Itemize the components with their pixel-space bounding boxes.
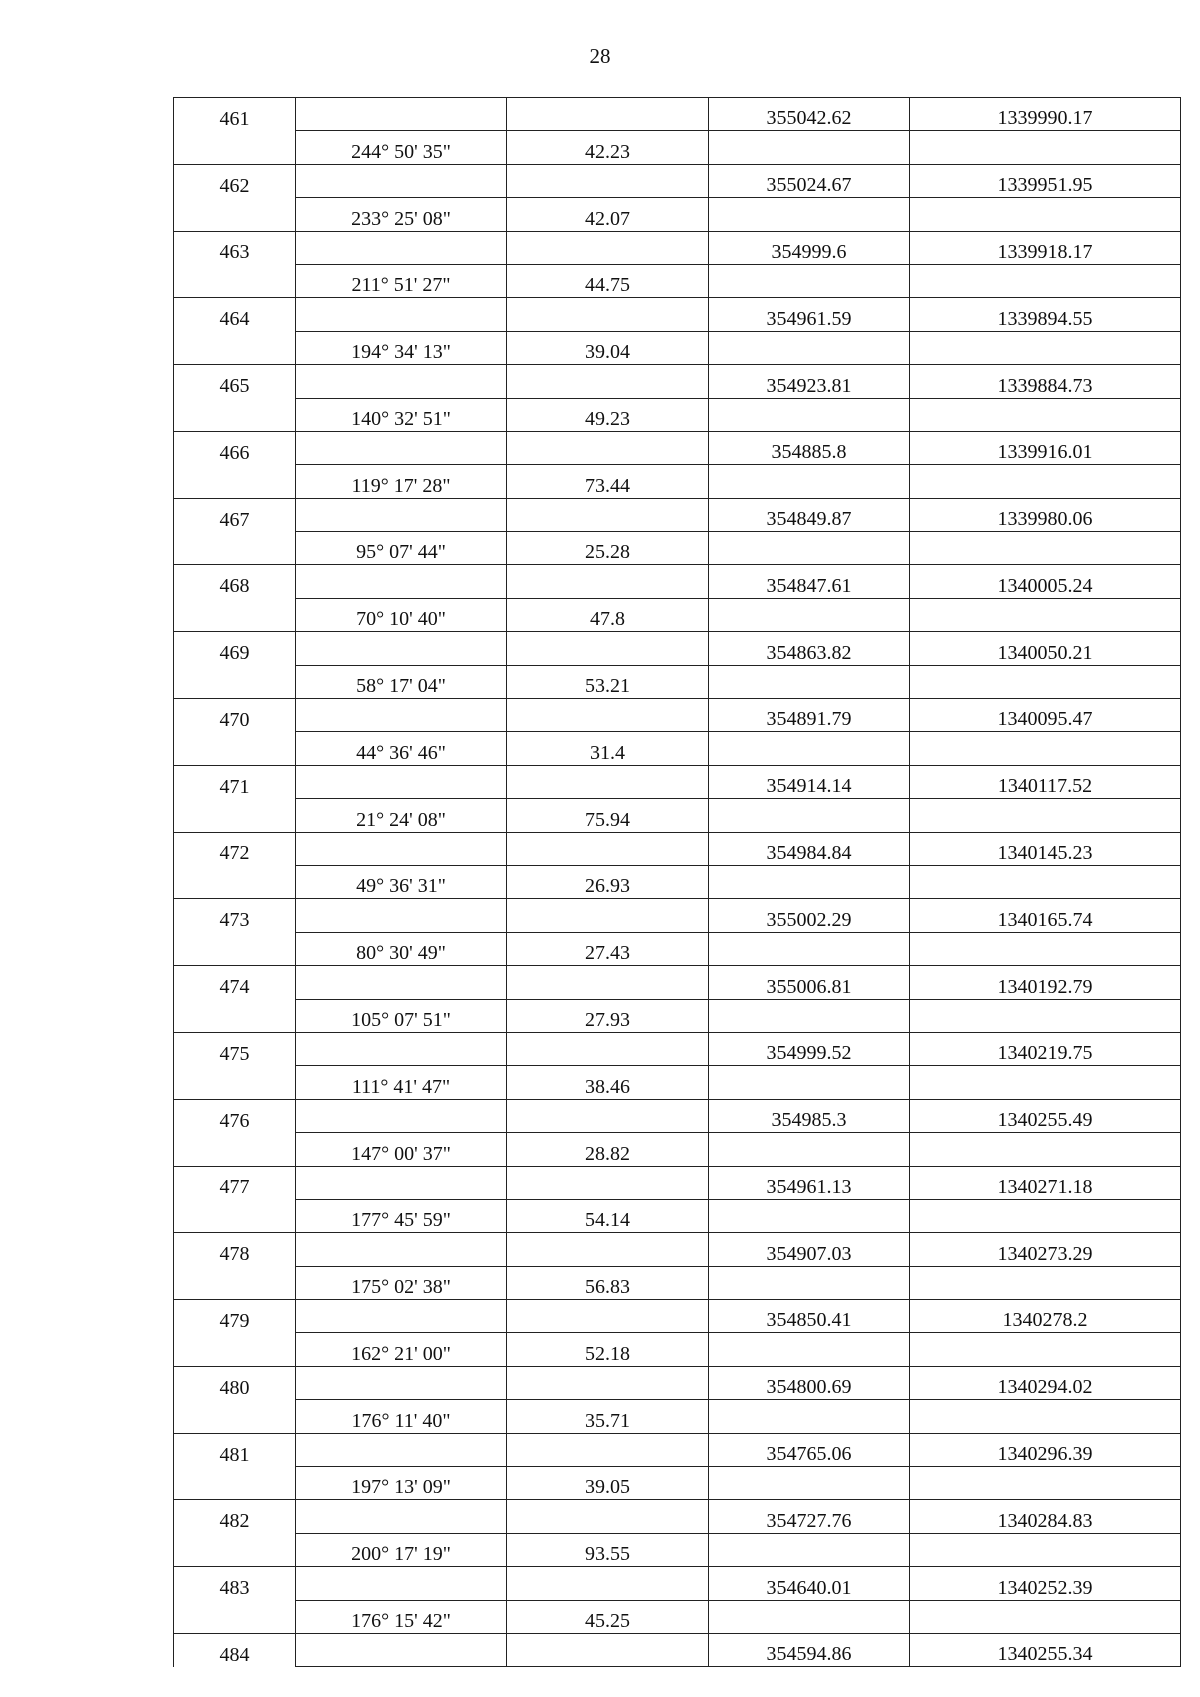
distance-cell: 35.71 xyxy=(507,1400,709,1433)
table-row xyxy=(174,1366,1181,1399)
table-row xyxy=(174,1099,1181,1132)
empty-cell xyxy=(910,1533,1181,1566)
x-coordinate-cell: 354849.87 xyxy=(709,498,910,531)
empty-cell xyxy=(709,1533,910,1566)
table-row xyxy=(174,1133,1181,1166)
y-coordinate-cell: 1339884.73 xyxy=(910,365,1181,398)
x-coordinate-cell: 354914.14 xyxy=(709,765,910,798)
empty-cell xyxy=(296,1233,507,1266)
empty-cell xyxy=(910,264,1181,297)
empty-cell xyxy=(174,732,296,765)
table-row xyxy=(174,1199,1181,1232)
empty-cell xyxy=(174,264,296,297)
y-coordinate-cell: 1339980.06 xyxy=(910,498,1181,531)
distance-cell: 26.93 xyxy=(507,865,709,898)
table-row xyxy=(174,365,1181,398)
empty-cell xyxy=(174,1133,296,1166)
x-coordinate-cell: 354984.84 xyxy=(709,832,910,865)
bearing-cell: 95° 07' 44" xyxy=(296,532,507,565)
bearing-cell: 177° 45' 59" xyxy=(296,1199,507,1232)
distance-cell: 93.55 xyxy=(507,1533,709,1566)
y-coordinate-cell: 1340005.24 xyxy=(910,565,1181,598)
bearing-cell: 105° 07' 51" xyxy=(296,999,507,1032)
x-coordinate-cell: 354923.81 xyxy=(709,365,910,398)
empty-cell xyxy=(910,799,1181,832)
empty-cell xyxy=(709,1199,910,1232)
x-coordinate-cell: 354961.13 xyxy=(709,1166,910,1199)
bearing-cell: 49° 36' 31" xyxy=(296,865,507,898)
empty-cell xyxy=(709,732,910,765)
empty-cell xyxy=(507,298,709,331)
empty-cell xyxy=(174,1066,296,1099)
empty-cell xyxy=(507,699,709,732)
empty-cell xyxy=(296,164,507,197)
empty-cell xyxy=(507,1366,709,1399)
distance-cell: 73.44 xyxy=(507,465,709,498)
y-coordinate-cell: 1340273.29 xyxy=(910,1233,1181,1266)
empty-cell xyxy=(296,1166,507,1199)
table-row xyxy=(174,966,1181,999)
point-number-cell: 469 xyxy=(174,632,296,665)
x-coordinate-cell: 354800.69 xyxy=(709,1366,910,1399)
empty-cell xyxy=(910,1133,1181,1166)
empty-cell xyxy=(910,198,1181,231)
empty-cell xyxy=(709,532,910,565)
empty-cell xyxy=(910,665,1181,698)
empty-cell xyxy=(507,565,709,598)
distance-cell: 39.04 xyxy=(507,331,709,364)
empty-cell xyxy=(174,1533,296,1566)
bearing-cell: 194° 34' 13" xyxy=(296,331,507,364)
point-number-cell: 481 xyxy=(174,1433,296,1466)
table-row xyxy=(174,131,1181,164)
empty-cell xyxy=(507,1300,709,1333)
empty-cell xyxy=(296,765,507,798)
point-number-cell: 463 xyxy=(174,231,296,264)
empty-cell xyxy=(296,1433,507,1466)
empty-cell xyxy=(296,431,507,464)
table-row xyxy=(174,264,1181,297)
empty-cell xyxy=(709,932,910,965)
y-coordinate-cell: 1340050.21 xyxy=(910,632,1181,665)
empty-cell xyxy=(709,1133,910,1166)
empty-cell xyxy=(296,98,507,131)
table-row xyxy=(174,932,1181,965)
bearing-cell: 70° 10' 40" xyxy=(296,598,507,631)
empty-cell xyxy=(174,1333,296,1366)
bearing-cell: 197° 13' 09" xyxy=(296,1467,507,1500)
empty-cell xyxy=(507,765,709,798)
y-coordinate-cell: 1339894.55 xyxy=(910,298,1181,331)
distance-cell: 38.46 xyxy=(507,1066,709,1099)
x-coordinate-cell: 354863.82 xyxy=(709,632,910,665)
empty-cell xyxy=(709,198,910,231)
empty-cell xyxy=(507,365,709,398)
table-row xyxy=(174,298,1181,331)
point-number-cell: 464 xyxy=(174,298,296,331)
bearing-cell: 111° 41' 47" xyxy=(296,1066,507,1099)
table-row xyxy=(174,1500,1181,1533)
point-number-cell: 465 xyxy=(174,365,296,398)
empty-cell xyxy=(709,598,910,631)
y-coordinate-cell: 1340294.02 xyxy=(910,1366,1181,1399)
empty-cell xyxy=(174,398,296,431)
distance-cell: 42.23 xyxy=(507,131,709,164)
empty-cell xyxy=(910,1333,1181,1366)
bearing-cell: 244° 50' 35" xyxy=(296,131,507,164)
table-row xyxy=(174,999,1181,1032)
empty-cell xyxy=(910,1467,1181,1500)
empty-cell xyxy=(507,966,709,999)
table-row xyxy=(174,98,1181,131)
empty-cell xyxy=(174,131,296,164)
table-row xyxy=(174,799,1181,832)
y-coordinate-cell: 1340255.34 xyxy=(910,1633,1181,1666)
bearing-cell: 176° 15' 42" xyxy=(296,1600,507,1633)
y-coordinate-cell: 1339918.17 xyxy=(910,231,1181,264)
distance-cell: 54.14 xyxy=(507,1199,709,1232)
table-row xyxy=(174,1567,1181,1600)
empty-cell xyxy=(507,1099,709,1132)
page-number: 28 xyxy=(589,44,611,68)
empty-cell xyxy=(296,832,507,865)
point-number-cell: 479 xyxy=(174,1300,296,1333)
y-coordinate-cell: 1340271.18 xyxy=(910,1166,1181,1199)
empty-cell xyxy=(507,1433,709,1466)
empty-cell xyxy=(709,1400,910,1433)
point-number-cell: 468 xyxy=(174,565,296,598)
empty-cell xyxy=(174,465,296,498)
point-number-cell: 480 xyxy=(174,1366,296,1399)
y-coordinate-cell: 1340255.49 xyxy=(910,1099,1181,1132)
distance-cell: 28.82 xyxy=(507,1133,709,1166)
y-coordinate-cell: 1340117.52 xyxy=(910,765,1181,798)
y-coordinate-cell: 1340192.79 xyxy=(910,966,1181,999)
point-number-cell: 478 xyxy=(174,1233,296,1266)
x-coordinate-cell: 354999.6 xyxy=(709,231,910,264)
empty-cell xyxy=(709,1600,910,1633)
empty-cell xyxy=(507,231,709,264)
table-row xyxy=(174,899,1181,932)
distance-cell: 42.07 xyxy=(507,198,709,231)
empty-cell xyxy=(709,999,910,1032)
distance-cell: 27.43 xyxy=(507,932,709,965)
table-row xyxy=(174,498,1181,531)
bearing-cell: 211° 51' 27" xyxy=(296,264,507,297)
empty-cell xyxy=(507,431,709,464)
empty-cell xyxy=(910,465,1181,498)
empty-cell xyxy=(507,1233,709,1266)
empty-cell xyxy=(507,832,709,865)
point-number-cell: 476 xyxy=(174,1099,296,1132)
table-row xyxy=(174,398,1181,431)
empty-cell xyxy=(709,865,910,898)
empty-cell xyxy=(296,1633,507,1666)
table-row xyxy=(174,832,1181,865)
point-number-cell: 462 xyxy=(174,164,296,197)
table-row xyxy=(174,1467,1181,1500)
x-coordinate-cell: 354907.03 xyxy=(709,1233,910,1266)
y-coordinate-cell: 1340165.74 xyxy=(910,899,1181,932)
empty-cell xyxy=(174,665,296,698)
distance-cell: 25.28 xyxy=(507,532,709,565)
empty-cell xyxy=(174,598,296,631)
bearing-cell: 175° 02' 38" xyxy=(296,1266,507,1299)
point-number-cell: 461 xyxy=(174,98,296,131)
x-coordinate-cell: 354847.61 xyxy=(709,565,910,598)
y-coordinate-cell: 1340296.39 xyxy=(910,1433,1181,1466)
empty-cell xyxy=(910,865,1181,898)
y-coordinate-cell: 1339990.17 xyxy=(910,98,1181,131)
empty-cell xyxy=(296,231,507,264)
empty-cell xyxy=(507,1633,709,1666)
empty-cell xyxy=(174,532,296,565)
empty-cell xyxy=(910,732,1181,765)
table-row xyxy=(174,532,1181,565)
table-row xyxy=(174,598,1181,631)
empty-cell xyxy=(709,1066,910,1099)
empty-cell xyxy=(910,999,1181,1032)
x-coordinate-cell: 354727.76 xyxy=(709,1500,910,1533)
x-coordinate-cell: 354999.52 xyxy=(709,1032,910,1065)
empty-cell xyxy=(296,699,507,732)
distance-cell: 75.94 xyxy=(507,799,709,832)
empty-cell xyxy=(296,1366,507,1399)
empty-cell xyxy=(174,799,296,832)
empty-cell xyxy=(910,331,1181,364)
point-number-cell: 475 xyxy=(174,1032,296,1065)
table-row xyxy=(174,1400,1181,1433)
table-row xyxy=(174,198,1181,231)
x-coordinate-cell: 355024.67 xyxy=(709,164,910,197)
empty-cell xyxy=(709,331,910,364)
point-number-cell: 467 xyxy=(174,498,296,531)
point-number-cell: 483 xyxy=(174,1567,296,1600)
table-row xyxy=(174,565,1181,598)
empty-cell xyxy=(296,365,507,398)
empty-cell xyxy=(507,98,709,131)
empty-cell xyxy=(709,1467,910,1500)
table-row xyxy=(174,1166,1181,1199)
empty-cell xyxy=(709,1333,910,1366)
point-number-cell: 466 xyxy=(174,431,296,464)
empty-cell xyxy=(910,1199,1181,1232)
empty-cell xyxy=(910,1400,1181,1433)
empty-cell xyxy=(910,1066,1181,1099)
table-row xyxy=(174,699,1181,732)
empty-cell xyxy=(296,1099,507,1132)
empty-cell xyxy=(174,1467,296,1500)
x-coordinate-cell: 354850.41 xyxy=(709,1300,910,1333)
empty-cell xyxy=(709,799,910,832)
x-coordinate-cell: 354961.59 xyxy=(709,298,910,331)
y-coordinate-cell: 1340095.47 xyxy=(910,699,1181,732)
empty-cell xyxy=(174,865,296,898)
distance-cell: 52.18 xyxy=(507,1333,709,1366)
table-row xyxy=(174,164,1181,197)
table-row xyxy=(174,431,1181,464)
distance-cell: 45.25 xyxy=(507,1600,709,1633)
x-coordinate-cell: 355006.81 xyxy=(709,966,910,999)
empty-cell xyxy=(174,932,296,965)
empty-cell xyxy=(507,164,709,197)
table-row xyxy=(174,331,1181,364)
bearing-cell: 80° 30' 49" xyxy=(296,932,507,965)
empty-cell xyxy=(910,532,1181,565)
coordinate-table-body xyxy=(174,98,1181,1667)
point-number-cell: 474 xyxy=(174,966,296,999)
y-coordinate-cell: 1339951.95 xyxy=(910,164,1181,197)
bearing-cell: 119° 17' 28" xyxy=(296,465,507,498)
empty-cell xyxy=(910,932,1181,965)
empty-cell xyxy=(296,565,507,598)
point-number-cell: 484 xyxy=(174,1633,296,1666)
empty-cell xyxy=(709,398,910,431)
y-coordinate-cell: 1340278.2 xyxy=(910,1300,1181,1333)
empty-cell xyxy=(507,632,709,665)
table-row xyxy=(174,465,1181,498)
x-coordinate-cell: 354640.01 xyxy=(709,1567,910,1600)
empty-cell xyxy=(507,899,709,932)
x-coordinate-cell: 354594.86 xyxy=(709,1633,910,1666)
table-row xyxy=(174,1433,1181,1466)
x-coordinate-cell: 354885.8 xyxy=(709,431,910,464)
point-number-cell: 471 xyxy=(174,765,296,798)
bearing-cell: 233° 25' 08" xyxy=(296,198,507,231)
empty-cell xyxy=(296,966,507,999)
table-row xyxy=(174,865,1181,898)
empty-cell xyxy=(174,1266,296,1299)
bearing-cell: 21° 24' 08" xyxy=(296,799,507,832)
empty-cell xyxy=(709,465,910,498)
bearing-cell: 58° 17' 04" xyxy=(296,665,507,698)
x-coordinate-cell: 354891.79 xyxy=(709,699,910,732)
empty-cell xyxy=(174,1199,296,1232)
point-number-cell: 470 xyxy=(174,699,296,732)
table-row xyxy=(174,1066,1181,1099)
table-row xyxy=(174,1600,1181,1633)
distance-cell: 49.23 xyxy=(507,398,709,431)
empty-cell xyxy=(709,264,910,297)
y-coordinate-cell: 1340145.23 xyxy=(910,832,1181,865)
empty-cell xyxy=(174,1600,296,1633)
empty-cell xyxy=(296,1500,507,1533)
empty-cell xyxy=(910,131,1181,164)
y-coordinate-cell: 1340252.39 xyxy=(910,1567,1181,1600)
bearing-cell: 162° 21' 00" xyxy=(296,1333,507,1366)
empty-cell xyxy=(296,632,507,665)
empty-cell xyxy=(174,198,296,231)
distance-cell: 39.05 xyxy=(507,1467,709,1500)
point-number-cell: 477 xyxy=(174,1166,296,1199)
empty-cell xyxy=(507,498,709,531)
bearing-cell: 44° 36' 46" xyxy=(296,732,507,765)
empty-cell xyxy=(296,899,507,932)
x-coordinate-cell: 355042.62 xyxy=(709,98,910,131)
empty-cell xyxy=(507,1032,709,1065)
empty-cell xyxy=(910,398,1181,431)
distance-cell: 31.4 xyxy=(507,732,709,765)
distance-cell: 44.75 xyxy=(507,264,709,297)
x-coordinate-cell: 355002.29 xyxy=(709,899,910,932)
empty-cell xyxy=(507,1166,709,1199)
y-coordinate-cell: 1339916.01 xyxy=(910,431,1181,464)
empty-cell xyxy=(296,1032,507,1065)
empty-cell xyxy=(174,331,296,364)
bearing-cell: 140° 32' 51" xyxy=(296,398,507,431)
distance-cell: 53.21 xyxy=(507,665,709,698)
table-row xyxy=(174,231,1181,264)
table-row xyxy=(174,1333,1181,1366)
empty-cell xyxy=(296,498,507,531)
table-row xyxy=(174,765,1181,798)
table-row xyxy=(174,732,1181,765)
y-coordinate-cell: 1340219.75 xyxy=(910,1032,1181,1065)
empty-cell xyxy=(709,1266,910,1299)
coordinate-table xyxy=(173,97,1181,1667)
point-number-cell: 473 xyxy=(174,899,296,932)
table-row xyxy=(174,1266,1181,1299)
empty-cell xyxy=(910,1266,1181,1299)
bearing-cell: 147° 00' 37" xyxy=(296,1133,507,1166)
table-row xyxy=(174,1633,1181,1666)
table-row xyxy=(174,1533,1181,1566)
bearing-cell: 200° 17' 19" xyxy=(296,1533,507,1566)
distance-cell: 47.8 xyxy=(507,598,709,631)
x-coordinate-cell: 354985.3 xyxy=(709,1099,910,1132)
distance-cell: 56.83 xyxy=(507,1266,709,1299)
table-row xyxy=(174,1032,1181,1065)
point-number-cell: 482 xyxy=(174,1500,296,1533)
empty-cell xyxy=(296,1300,507,1333)
empty-cell xyxy=(296,1567,507,1600)
y-coordinate-cell: 1340284.83 xyxy=(910,1500,1181,1533)
table-row xyxy=(174,1233,1181,1266)
empty-cell xyxy=(174,1400,296,1433)
table-row xyxy=(174,1300,1181,1333)
distance-cell: 27.93 xyxy=(507,999,709,1032)
table-row xyxy=(174,632,1181,665)
x-coordinate-cell: 354765.06 xyxy=(709,1433,910,1466)
table-row xyxy=(174,665,1181,698)
empty-cell xyxy=(709,665,910,698)
empty-cell xyxy=(507,1500,709,1533)
point-number-cell: 472 xyxy=(174,832,296,865)
empty-cell xyxy=(174,999,296,1032)
empty-cell xyxy=(910,1600,1181,1633)
bearing-cell: 176° 11' 40" xyxy=(296,1400,507,1433)
empty-cell xyxy=(296,298,507,331)
empty-cell xyxy=(507,1567,709,1600)
empty-cell xyxy=(910,598,1181,631)
empty-cell xyxy=(709,131,910,164)
